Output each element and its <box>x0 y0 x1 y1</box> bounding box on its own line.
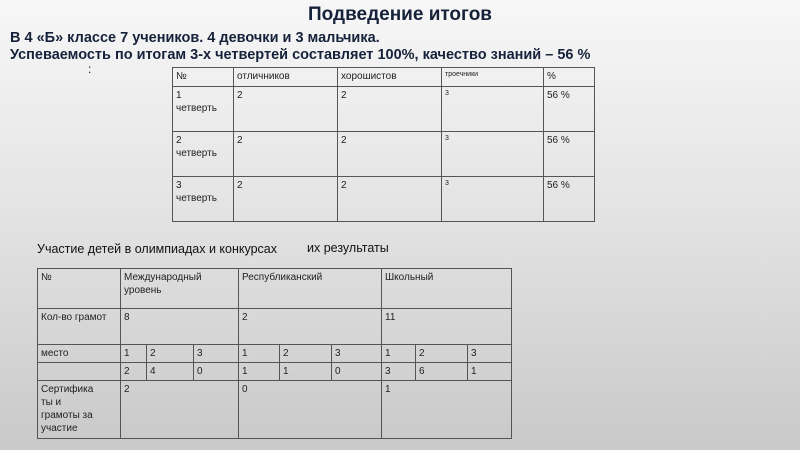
quarter-label: 2 четверть <box>173 132 234 177</box>
table-cell: 2 <box>234 177 338 222</box>
header-cell: отличников <box>234 68 338 87</box>
header-cell: троечники <box>442 68 544 87</box>
quarter-results-table <box>172 67 595 222</box>
row-label: место <box>38 345 121 363</box>
table-cell: 3 <box>442 132 544 177</box>
table-cell: 1 <box>239 345 280 363</box>
table-cell: 1 <box>239 363 280 381</box>
header-cell: Международный уровень <box>121 269 239 309</box>
header-cell: Школьный <box>382 269 512 309</box>
table-cell: 3 <box>332 345 382 363</box>
table-cell: 2 <box>239 309 382 345</box>
table-row <box>38 309 512 345</box>
table-cell: 1 <box>280 363 332 381</box>
olympiad-caption <box>37 241 389 256</box>
table-cell: 0 <box>194 363 239 381</box>
table-cell: 0 <box>239 381 382 439</box>
header-cell: хорошистов <box>338 68 442 87</box>
summary-line-1: В 4 «Б» классе 7 учеников. 4 девочки и 3 мальчика. <box>10 30 380 46</box>
table-cell: 1 <box>382 381 512 439</box>
table-cell: 2 <box>416 345 468 363</box>
table-cell: 3 <box>194 345 239 363</box>
slide-title: Подведение итогов <box>308 4 492 25</box>
table-header-row <box>173 68 595 87</box>
quarter-label: 1 четверть <box>173 87 234 132</box>
header-cell: № <box>173 68 234 87</box>
table-row <box>173 177 595 222</box>
table-cell: 1 <box>121 345 147 363</box>
table-cell: 3 <box>442 177 544 222</box>
table-row <box>173 132 595 177</box>
header-cell: Республиканский <box>239 269 382 309</box>
table-cell: 56 % <box>544 87 595 132</box>
table-row <box>38 381 512 439</box>
table-cell: 2 <box>121 363 147 381</box>
quarter-label: 3 четверть <box>173 177 234 222</box>
table-cell: 2 <box>338 87 442 132</box>
table-cell: 2 <box>147 345 194 363</box>
row-label: Кол-во грамот <box>38 309 121 345</box>
table-cell: 56 % <box>544 132 595 177</box>
table-cell: 56 % <box>544 177 595 222</box>
table-cell: 2 <box>234 132 338 177</box>
summary-line-2: Успеваемость по итогам 3-х четвертей составляет 100%, качество знаний – 56 % <box>10 47 591 63</box>
table-header-row <box>38 269 512 309</box>
table-cell: 6 <box>416 363 468 381</box>
row-label: Сертифика ты и грамоты за участие <box>38 381 121 439</box>
table-cell: 2 <box>338 177 442 222</box>
table-cell: 1 <box>468 363 512 381</box>
table-cell: 3 <box>468 345 512 363</box>
table-row <box>38 363 512 381</box>
stray-colon: : <box>88 62 92 76</box>
table-cell: 8 <box>121 309 239 345</box>
caption-overlap-text: их результаты <box>307 241 389 255</box>
table-row <box>38 345 512 363</box>
table-cell: 2 <box>338 132 442 177</box>
header-cell: № <box>38 269 121 309</box>
table-cell: 4 <box>147 363 194 381</box>
table-cell: 11 <box>382 309 512 345</box>
header-cell: % <box>544 68 595 87</box>
caption-text: Участие детей в олимпиадах и конкурсах <box>37 242 277 256</box>
table-cell: 3 <box>442 87 544 132</box>
table-cell: 2 <box>121 381 239 439</box>
table-cell: 0 <box>332 363 382 381</box>
table-cell: 2 <box>280 345 332 363</box>
table-cell: 3 <box>382 363 416 381</box>
olympiad-table <box>37 268 512 439</box>
table-row <box>173 87 595 132</box>
table-cell: 2 <box>234 87 338 132</box>
table-cell: 1 <box>382 345 416 363</box>
row-label <box>38 363 121 381</box>
